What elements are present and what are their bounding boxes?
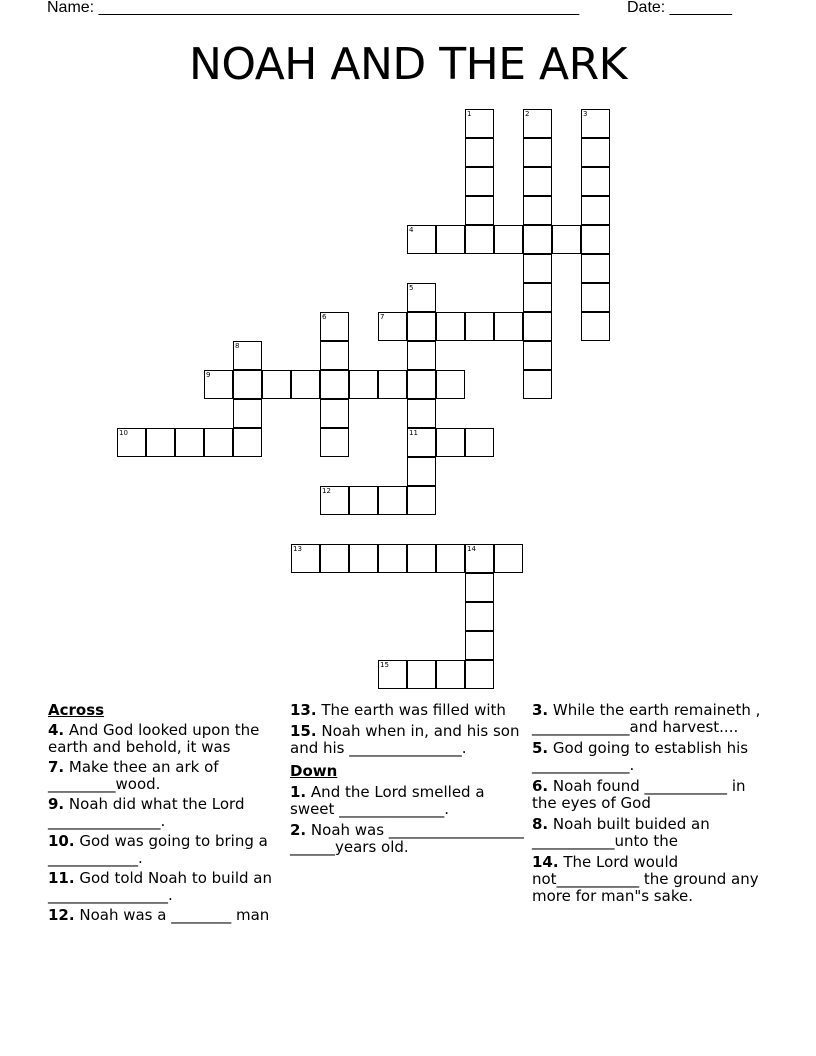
- crossword-cell[interactable]: [581, 138, 610, 167]
- crossword-cell[interactable]: [494, 544, 523, 573]
- clue-number: 2.: [290, 821, 307, 839]
- across-heading: Across: [48, 701, 105, 719]
- crossword-cell[interactable]: [523, 225, 552, 254]
- crossword-cell[interactable]: [465, 138, 494, 167]
- crossword-cell[interactable]: [465, 109, 494, 138]
- crossword-cell[interactable]: [407, 428, 436, 457]
- crossword-cell[interactable]: [465, 428, 494, 457]
- crossword-cell[interactable]: [349, 370, 378, 399]
- cell-number: 11: [409, 429, 418, 437]
- clue-number: 10.: [48, 832, 75, 850]
- clue-number: 6.: [532, 777, 549, 795]
- crossword-cell[interactable]: [581, 312, 610, 341]
- clue-number: 8.: [532, 815, 549, 833]
- crossword-cell[interactable]: [407, 486, 436, 515]
- clue-number: 3.: [532, 701, 549, 719]
- crossword-cell[interactable]: [465, 225, 494, 254]
- clue-across-10: [48, 833, 280, 867]
- crossword-cell[interactable]: [407, 370, 436, 399]
- cell-number: 4: [409, 226, 414, 234]
- cell-number: 10: [119, 429, 128, 437]
- clue-down-3: [532, 702, 764, 736]
- crossword-cell[interactable]: [349, 486, 378, 515]
- clue-text: The Lord would not___________ the ground any more for man"s sake.: [532, 853, 764, 905]
- crossword-cell[interactable]: [320, 312, 349, 341]
- crossword-cell[interactable]: [291, 544, 320, 573]
- crossword-cell[interactable]: [320, 544, 349, 573]
- clue-across-12: [48, 907, 280, 924]
- crossword-cell[interactable]: [349, 544, 378, 573]
- crossword-cell[interactable]: [320, 428, 349, 457]
- crossword-cell[interactable]: [233, 428, 262, 457]
- crossword-cell[interactable]: [233, 399, 262, 428]
- clue-text: Noah when in, and his son and his _______________.: [290, 722, 525, 757]
- clue-down-1: [290, 784, 526, 818]
- clue-across-7: [48, 759, 280, 793]
- crossword-cell[interactable]: [436, 370, 465, 399]
- clue-number: 7.: [48, 758, 65, 776]
- clue-number: 12.: [48, 906, 75, 924]
- crossword-cell[interactable]: [523, 109, 552, 138]
- crossword-cell[interactable]: [436, 428, 465, 457]
- clue-text: Noah was ________________________years old.: [290, 821, 524, 856]
- crossword-cell[interactable]: [465, 602, 494, 631]
- page-title: NOAH AND THE ARK: [188, 39, 628, 90]
- clue-text: God told Noah to build an ________________.: [48, 869, 277, 904]
- clue-down-5: [532, 740, 764, 774]
- crossword-cell[interactable]: [552, 225, 581, 254]
- crossword-cell[interactable]: [523, 341, 552, 370]
- clue-across-15: [290, 723, 526, 757]
- crossword-cell[interactable]: [581, 254, 610, 283]
- clue-text: The earth was filled with: [321, 701, 506, 719]
- crossword-cell[interactable]: [465, 196, 494, 225]
- cell-number: 5: [409, 284, 414, 292]
- crossword-cell[interactable]: [233, 341, 262, 370]
- clue-across-9: [48, 796, 280, 830]
- cell-number: 8: [235, 342, 240, 350]
- crossword-cell[interactable]: [117, 428, 146, 457]
- cell-number: 1: [467, 110, 472, 118]
- clue-number: 14.: [532, 853, 559, 871]
- clue-text: Noah found ___________ in the eyes of God: [532, 777, 751, 812]
- cell-number: 14: [467, 545, 476, 553]
- crossword-cell[interactable]: [175, 428, 204, 457]
- crossword-cell[interactable]: [436, 225, 465, 254]
- down-heading: Down: [290, 762, 338, 780]
- clue-text: God going to establish his _____________.: [532, 739, 753, 774]
- clue-column-3: [532, 702, 764, 905]
- crossword-cell[interactable]: [204, 428, 233, 457]
- crossword-cell[interactable]: [320, 399, 349, 428]
- cell-number: 3: [583, 110, 588, 118]
- crossword-cell[interactable]: [378, 370, 407, 399]
- crossword-cell[interactable]: [407, 312, 436, 341]
- clue-down-2: [290, 822, 528, 856]
- clue-text: Noah did what the Lord _______________.: [48, 795, 250, 830]
- crossword-cell[interactable]: [581, 225, 610, 254]
- cell-number: 6: [322, 313, 327, 321]
- crossword-cell[interactable]: [378, 312, 407, 341]
- crossword-cell[interactable]: [291, 370, 320, 399]
- clue-across-4: [48, 722, 280, 756]
- clue-column-2: [290, 702, 526, 856]
- cell-number: 7: [380, 313, 385, 321]
- crossword-cell[interactable]: [523, 254, 552, 283]
- crossword-cell[interactable]: [407, 399, 436, 428]
- crossword-cell[interactable]: [523, 370, 552, 399]
- crossword-cell[interactable]: [407, 660, 436, 689]
- clue-number: 4.: [48, 721, 65, 739]
- clue-down-8: [532, 816, 764, 850]
- crossword-cell[interactable]: [436, 660, 465, 689]
- cell-number: 9: [206, 371, 211, 379]
- cell-number: 12: [322, 487, 331, 495]
- crossword-cell[interactable]: [523, 167, 552, 196]
- crossword-cell[interactable]: [523, 138, 552, 167]
- crossword-cell[interactable]: [378, 486, 407, 515]
- crossword-cell[interactable]: [465, 573, 494, 602]
- crossword-cell[interactable]: [465, 631, 494, 660]
- crossword-cell[interactable]: [494, 312, 523, 341]
- clue-across-13: [290, 702, 526, 719]
- crossword-cell[interactable]: [320, 486, 349, 515]
- cell-number: 2: [525, 110, 530, 118]
- cell-number: 13: [293, 545, 302, 553]
- crossword-cell[interactable]: [581, 109, 610, 138]
- crossword-cell[interactable]: [465, 544, 494, 573]
- cell-number: 15: [380, 661, 389, 669]
- clue-across-11: [48, 870, 280, 904]
- clue-down-6: [532, 778, 764, 812]
- crossword-cell[interactable]: [465, 312, 494, 341]
- clue-text: Make thee an ark of _________wood.: [48, 758, 224, 793]
- crossword-cell[interactable]: [436, 544, 465, 573]
- clue-number: 15.: [290, 722, 317, 740]
- crossword-cell[interactable]: [262, 370, 291, 399]
- crossword-cell[interactable]: [523, 196, 552, 225]
- clue-text: God was going to bring a ____________.: [48, 832, 273, 867]
- clue-text: And God looked upon the earth and behold, it was: [48, 721, 265, 756]
- crossword-cell[interactable]: [407, 544, 436, 573]
- clue-text: While the earth remaineth , _____________and harvest....: [532, 701, 766, 736]
- crossword-cell[interactable]: [581, 283, 610, 312]
- crossword-cell[interactable]: [523, 312, 552, 341]
- clue-number: 5.: [532, 739, 549, 757]
- crossword-cell[interactable]: [320, 341, 349, 370]
- clue-number: 1.: [290, 783, 307, 801]
- clue-number: 13.: [290, 701, 317, 719]
- crossword-cell[interactable]: [436, 312, 465, 341]
- clue-number: 9.: [48, 795, 65, 813]
- crossword-cell[interactable]: [146, 428, 175, 457]
- crossword-cell[interactable]: [233, 370, 262, 399]
- date-field-label: Date: _______: [627, 0, 732, 16]
- crossword-cell[interactable]: [407, 341, 436, 370]
- crossword-cell[interactable]: [465, 660, 494, 689]
- crossword-cell[interactable]: [465, 167, 494, 196]
- crossword-cell[interactable]: [320, 370, 349, 399]
- crossword-cell[interactable]: [494, 225, 523, 254]
- crossword-cell[interactable]: [581, 196, 610, 225]
- clue-number: 11.: [48, 869, 75, 887]
- crossword-cell[interactable]: [378, 544, 407, 573]
- crossword-cell[interactable]: [407, 225, 436, 254]
- name-field-label: Name: ______________________________________________________: [47, 0, 580, 16]
- clue-text: And the Lord smelled a sweet ______________.: [290, 783, 490, 818]
- crossword-cell[interactable]: [407, 457, 436, 486]
- clue-down-14: [532, 854, 764, 905]
- crossword-cell[interactable]: [581, 167, 610, 196]
- crossword-cell[interactable]: [204, 370, 233, 399]
- crossword-cell[interactable]: [378, 660, 407, 689]
- crossword-cell[interactable]: [523, 283, 552, 312]
- clue-column-1: [48, 702, 280, 924]
- clue-text: Noah built buided an ___________unto the: [532, 815, 715, 850]
- clue-text: Noah was a ________ man: [79, 906, 270, 924]
- crossword-cell[interactable]: [407, 283, 436, 312]
